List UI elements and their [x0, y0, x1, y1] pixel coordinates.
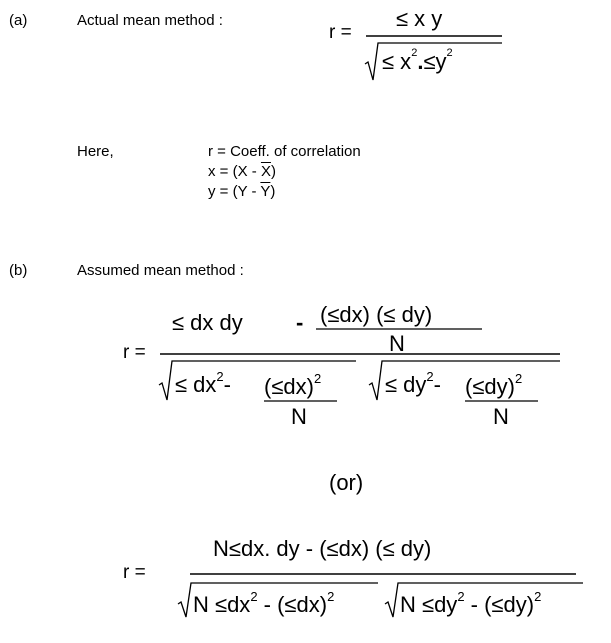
actual-mean-title: Actual mean method :	[77, 12, 223, 29]
alt-exp-1: 2	[250, 589, 258, 604]
denominator-b1	[175, 369, 231, 398]
definition-r: r = Coeff. of correlation	[208, 143, 361, 160]
alt-exp-3: 2	[457, 589, 465, 604]
denominator-a-y: ≤y	[423, 49, 447, 74]
alt-exp-4: 2	[534, 589, 542, 604]
denominator-b2-minus: -	[433, 372, 441, 397]
alt-den1-a: N ≤dx	[193, 592, 251, 617]
numerator-b-minus: -	[296, 310, 304, 335]
denominator-b1-a: ≤ dx	[175, 372, 217, 397]
r-equals-a: r =	[329, 22, 352, 43]
definition-y-pre: y = (Y -	[208, 183, 261, 200]
numerator-b-frac-top: (≤dx) (≤ dy)	[320, 302, 433, 327]
denominator-b2-a: ≤ dy	[385, 372, 427, 397]
assumed-mean-title: Assumed mean method :	[77, 262, 244, 279]
alt-den2-mid: - (≤dy)	[464, 592, 535, 617]
definition-y-post: )	[270, 183, 276, 200]
denominator-b1-frac-top	[264, 371, 322, 400]
exp-b2-frac: 2	[514, 371, 523, 386]
exp-a-2: 2	[446, 47, 453, 59]
numerator-b-frac-bot: N	[389, 331, 405, 356]
denominator-b1-minus: -	[223, 372, 231, 397]
r-equals-alt: r =	[123, 562, 146, 583]
denominator-a-x: ≤ x	[382, 49, 412, 74]
numerator-b-left: ≤ dx dy	[172, 310, 243, 335]
label-b: (b)	[9, 262, 28, 279]
exp-b2: 2	[426, 369, 434, 384]
x-bar: $\overline{X}$	[260, 163, 271, 180]
denominator-a	[382, 49, 453, 75]
definition-x-pre: x = (X -	[208, 163, 261, 180]
alt-den1-mid: - (≤dx)	[257, 592, 328, 617]
numerator-a: ≤ x y	[396, 6, 443, 31]
here-label: Here,	[77, 143, 114, 160]
denominator-b1-frac-bot: N	[291, 404, 307, 429]
alt-denominator-2	[400, 589, 542, 618]
definition-y	[208, 183, 275, 200]
denominator-b1-frac-top-text: (≤dx)	[264, 374, 314, 399]
y-bar: $\overline{Y}$	[260, 183, 271, 200]
alt-denominator-1	[193, 589, 335, 618]
or-separator: (or)	[329, 470, 364, 495]
label-a: (a)	[9, 12, 28, 29]
alt-exp-2: 2	[327, 589, 335, 604]
exp-a-1: 2	[411, 47, 418, 59]
alt-den2-a: N ≤dy	[400, 592, 458, 617]
definition-x-post: )	[270, 163, 276, 180]
r-equals-b: r =	[123, 342, 146, 363]
definition-x	[208, 163, 276, 180]
denominator-b2	[385, 369, 441, 398]
denominator-b2-frac-top	[465, 371, 523, 400]
exp-b1: 2	[216, 369, 224, 384]
exp-b1-frac: 2	[313, 371, 322, 386]
alt-numerator: N≤dx. dy - (≤dx) (≤ dy)	[213, 536, 432, 561]
denominator-a-dot: .	[417, 49, 424, 74]
denominator-b2-frac-bot: N	[493, 404, 509, 429]
denominator-b2-frac-top-text: (≤dy)	[465, 374, 515, 399]
